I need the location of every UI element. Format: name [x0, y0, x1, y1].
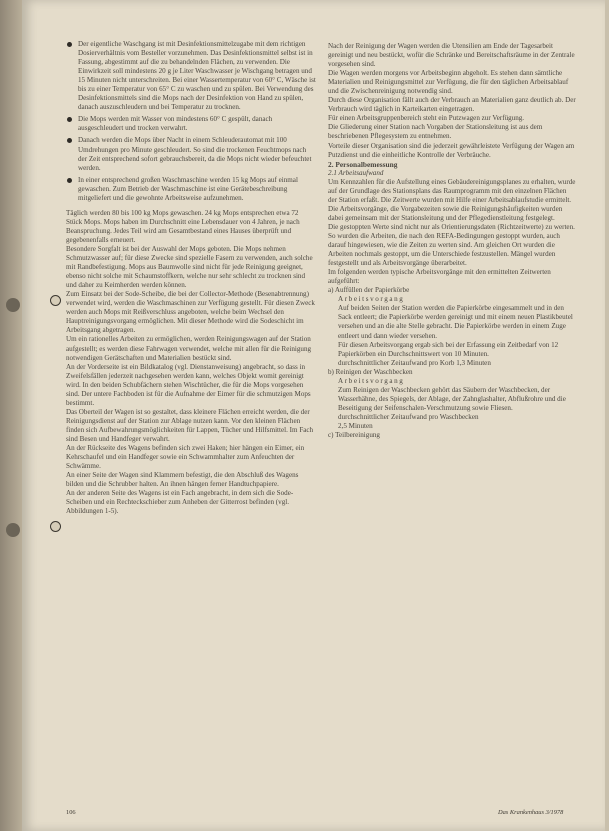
item-result: durchschnittlicher Zeitaufwand pro Korb 1,3 Minuten	[338, 358, 491, 367]
page-binding	[0, 0, 22, 831]
item-result: 2,5 Minuten	[338, 421, 373, 430]
punch-mark-icon	[50, 295, 61, 306]
paragraph: Täglich werden 80 bis 100 kg Mops gewaschen. 24 kg Mops entsprechen etwa 72 Stück Mops. Mops haben im Durchschnitt eine Lebensdauer von 4 Jahren, je nach Beanspruchung. Jedes Teil wird am Gesamtbestand eines Hauses überprüft und gegebenenfalls erneuert.	[66, 208, 300, 244]
paragraph: Nach der Reinigung der Wagen werden die Utensilien am Ende der Tagesarbeit gereinigt und neu bestückt, wofür die Schränke und Bereitschaftsräume in der Zentrale vorgesehen sind.	[328, 42, 575, 69]
list-item: Danach werden die Mops über Nacht in einem Schleuderautomat mit 100 Umdrehungen pro Minute geschleudert. So sind die trockenen Feuchtmops nach der Zeit entsprechend sofort gebrauchsbereit, da die Mops nicht wieder befeuchtet werden.	[66, 136, 316, 172]
bullet-list	[66, 40, 316, 203]
paragraph: Zum Einsatz bei der Sode-Scheibe, die bei der Collector-Methode (Besenabtrennung) verwendet wird, werden die Waschmaschinen zur Verfügung gestellt. Für diesen Zweck werden auch Mops mit Reißverschluss angeboten, welche beim Wechsel den Hauptreinigungsvorgang ermöglichen. Mit dieser Methode wird die Sodeschicht im Arbeitsgang abgetragen.	[66, 290, 315, 335]
work-item-b	[328, 368, 576, 431]
item-spaced-heading: Arbeitsvorgang	[338, 376, 405, 385]
section-subtitle: 2.1 Arbeitsaufwand	[328, 168, 384, 177]
binding-hole	[6, 298, 20, 312]
binding-hole	[6, 523, 20, 537]
paragraph: An der anderen Seite des Wagens ist ein Fach angebracht, in dem sich die Sode-Scheiben und ein Rechteckschieber zum Anheben der Gitterrost befinden (vgl. Abbildungen 1-5).	[66, 489, 294, 516]
paragraph: Die Wagen werden morgens vor Arbeitsbeginn abgeholt. Es stehen dann sämtliche Materialien und Reinigungsmittel zur Verfügung, die für den täglichen Arbeitsablauf und die Zwischenreinigung notwendig sind.	[328, 69, 569, 96]
paragraph: An der Vorderseite ist ein Bildkatalog (vgl. Dienstanweisung) angebracht, so dass in Zweifelsfällen jederzeit nachgesehen werden kann, welches Objekt womit gereinigt wird. In den beiden Schubfächern stehen Wischtücher, die für die Mops vorgesehen sind. Der untere Fachboden ist für die Aufnahme der Eimer für die schmutzigen Mops bestimmt.	[66, 362, 311, 407]
paragraph: Durch diese Organisation fällt auch der Verbrauch an Materialien ganz deutlich ab. Der Verbrauch wird täglich in Karteikarten eingetragen.	[328, 96, 576, 114]
item-text: Auf beiden Seiten der Station werden die Papierkörbe eingesammelt und in den Sack entleert; die Papierkörbe werden gereinigt und mit einem neuen Plastikbeutel versehen und an die alte Stelle gebracht. Die Papierkörbe werden in einem Zuge entleert und dann wieder versehen.	[338, 304, 573, 340]
paragraph: Besondere Sorgfalt ist bei der Auswahl der Mops geboten. Die Mops nehmen Schmutzwasser auf; für diese Zwecke sind spezielle Fasern zu verwenden, auch solche mit Randbefestigung. Mops aus Baumwolle sind nicht für jede Reinigung geeignet, ebenso nicht solche mit Schaumstoffkern, welche nur sehr schlecht zu trocknen sind und daher zu Keimherden werden können.	[66, 244, 313, 290]
paragraph: Um Kennzahlen für die Aufstellung eines Gebäudereinigungsplanes zu erhalten, wurde auf der Grundlage des Stationsplans das Raumprogramm mit den einzelnen Flächen der Station erfaßt. Die Zeitwerte wurden mit Hilfe einer Arbeitsablaufstudie ermittelt. Die Arbeitsvorgänge, die Vorgabezeiten sowie die Reinigungshäufigkeiten wurden dabei gemeinsam mit der Stationsleitung und der Pflegedienstleitung festgelegt.	[328, 177, 576, 222]
paragraph: An einer Seite der Wagen sind Klammern befestigt, die den Abschluß des Wagens bilden und die Schrubber halten. An ihnen hängen ferner Handtuchpapiere.	[66, 471, 299, 489]
section-title: 2. Personalbemessung	[328, 159, 398, 169]
journal-footer: Das Krankenhaus 3/1978	[498, 809, 564, 816]
work-item-a	[328, 286, 576, 367]
paragraph: Um ein rationelles Arbeiten zu ermöglichen, werden Reinigungswagen auf der Station aufgestellt; es werden diese Fahrwagen verwendet, welche mit allen für die Reinigung notwendigen Gerätschaften und Materialien bestückt sind.	[66, 335, 312, 362]
page-number: 106	[66, 809, 76, 816]
work-item-c	[328, 431, 576, 440]
item-spaced-heading: Arbeitsvorgang	[338, 295, 405, 304]
item-label: a) Auffüllen der Papierkörbe	[328, 286, 410, 295]
list-item: In einer entsprechend großen Waschmaschine werden 15 kg Mops auf einmal gewaschen. Zum Betrieb der Waschmaschine ist eine Gerätebeschreibung mitgeliefert und die gewohnte Arbeitsweise aufzunehmen.	[66, 176, 316, 203]
paragraph: Vorteile dieser Organisation sind die jederzeit gewährleistete Verfügung der Wagen am Putzdienst und die einheitliche Kontrolle der Verbräuche.	[328, 141, 575, 159]
item-text: Für diesen Arbeitsvorgang ergab sich bei der Erfassung ein Zeitbedarf von 12 Papierkörben ein Durchschnittswert von 10 Minuten.	[338, 340, 559, 358]
list-item: Die Mops werden mit Wasser von mindestens 60° C gespült, danach ausgeschleudert und trocken verwahrt.	[66, 115, 316, 133]
left-column	[66, 40, 316, 516]
punch-mark-icon	[50, 521, 61, 532]
item-label: b) Reinigen der Waschbecken	[328, 367, 413, 376]
item-label: c) Teilbereinigung	[328, 431, 380, 440]
item-text: Zum Reinigen der Waschbecken gehört das Säubern der Waschbecken, der Wasserhähne, des Spiegels, der Ablage, der Zahnglashalter, Abflußrohre und die Beseitigung der Seifenschalen-Verschmutzung sowie Fliesen.	[338, 385, 566, 412]
paragraph: An der Rückseite des Wagens befinden sich zwei Haken; hier hängen ein Eimer, ein Kehrschaufel und ein Handfeger sowie ein Schwammhalter zum Anfeuchten der Schwämme.	[66, 444, 305, 471]
paragraph: Die gestoppten Werte sind nicht nur als Orientierungsdaten (Richtzeitwerte) zu werten. So wurden die Arbeiten, die nach den REFA-Bedingungen gestoppt wurden, auch darauf hingewiesen, wie die Zeiten zu werten sind. Am gleichen Ort wurden die Arbeiten nochmals gestoppt, um die Unterschiede festzustellen. Mängel wurden festgestellt und als Arbeitsvorgänge überarbeitet.	[328, 222, 575, 268]
list-item: Der eigentliche Waschgang ist mit Desinfektionsmittelzugabe mit dem richtigen Dosierverhältnis vom Besteller vorzunehmen. Das Desinfektionsmittel selbst ist in Fassung, abgestimmt auf die zu behandelnden Flächen, zu verwenden. Die Einwirkzeit soll mindestens 20 g je Liter Waschwasser je Wischgang betragen und 15 Minuten nicht unterschreiten. Bei einer Wassertemperatur von 60° C, Wäsche ist bis zu einer Temperatur von 65° C zu waschen und zu spülen. Bei Verwendung des Desinfektionsmittels sind die Mops nach der Desinfektion von Hand zu spülen, danach auszuschleudern und bei Temperatur zu trocknen.	[66, 40, 316, 112]
paragraph: Für einen Arbeitsgruppenbereich steht ein Putzwagen zur Verfügung.	[328, 114, 525, 123]
right-column	[328, 42, 576, 440]
paragraph: Die Gliederung einer Station nach Vorgaben der Stationsleitung ist aus dem beschriebenen Pflegesystem zu entnehmen.	[328, 123, 543, 141]
paragraph: Das Oberteil der Wagen ist so gestaltet, dass kleinere Flächen erreicht werden, die der Reinigungsdienst auf der Station zur Ablage nutzen kann. Vor den kleinen Flächen finden sich Aufbewahrungsmöglichkeiten für Lappen, Tücher und Hilfsmittel. Im Fach sind Besen und Handfeger verwahrt.	[66, 407, 314, 443]
paragraph: Im folgenden werden typische Arbeitsvorgänge mit den ermittelten Zeitwerten aufgeführt:	[328, 268, 551, 286]
item-result: durchschnittlicher Zeitaufwand pro Waschbecken	[338, 412, 479, 421]
